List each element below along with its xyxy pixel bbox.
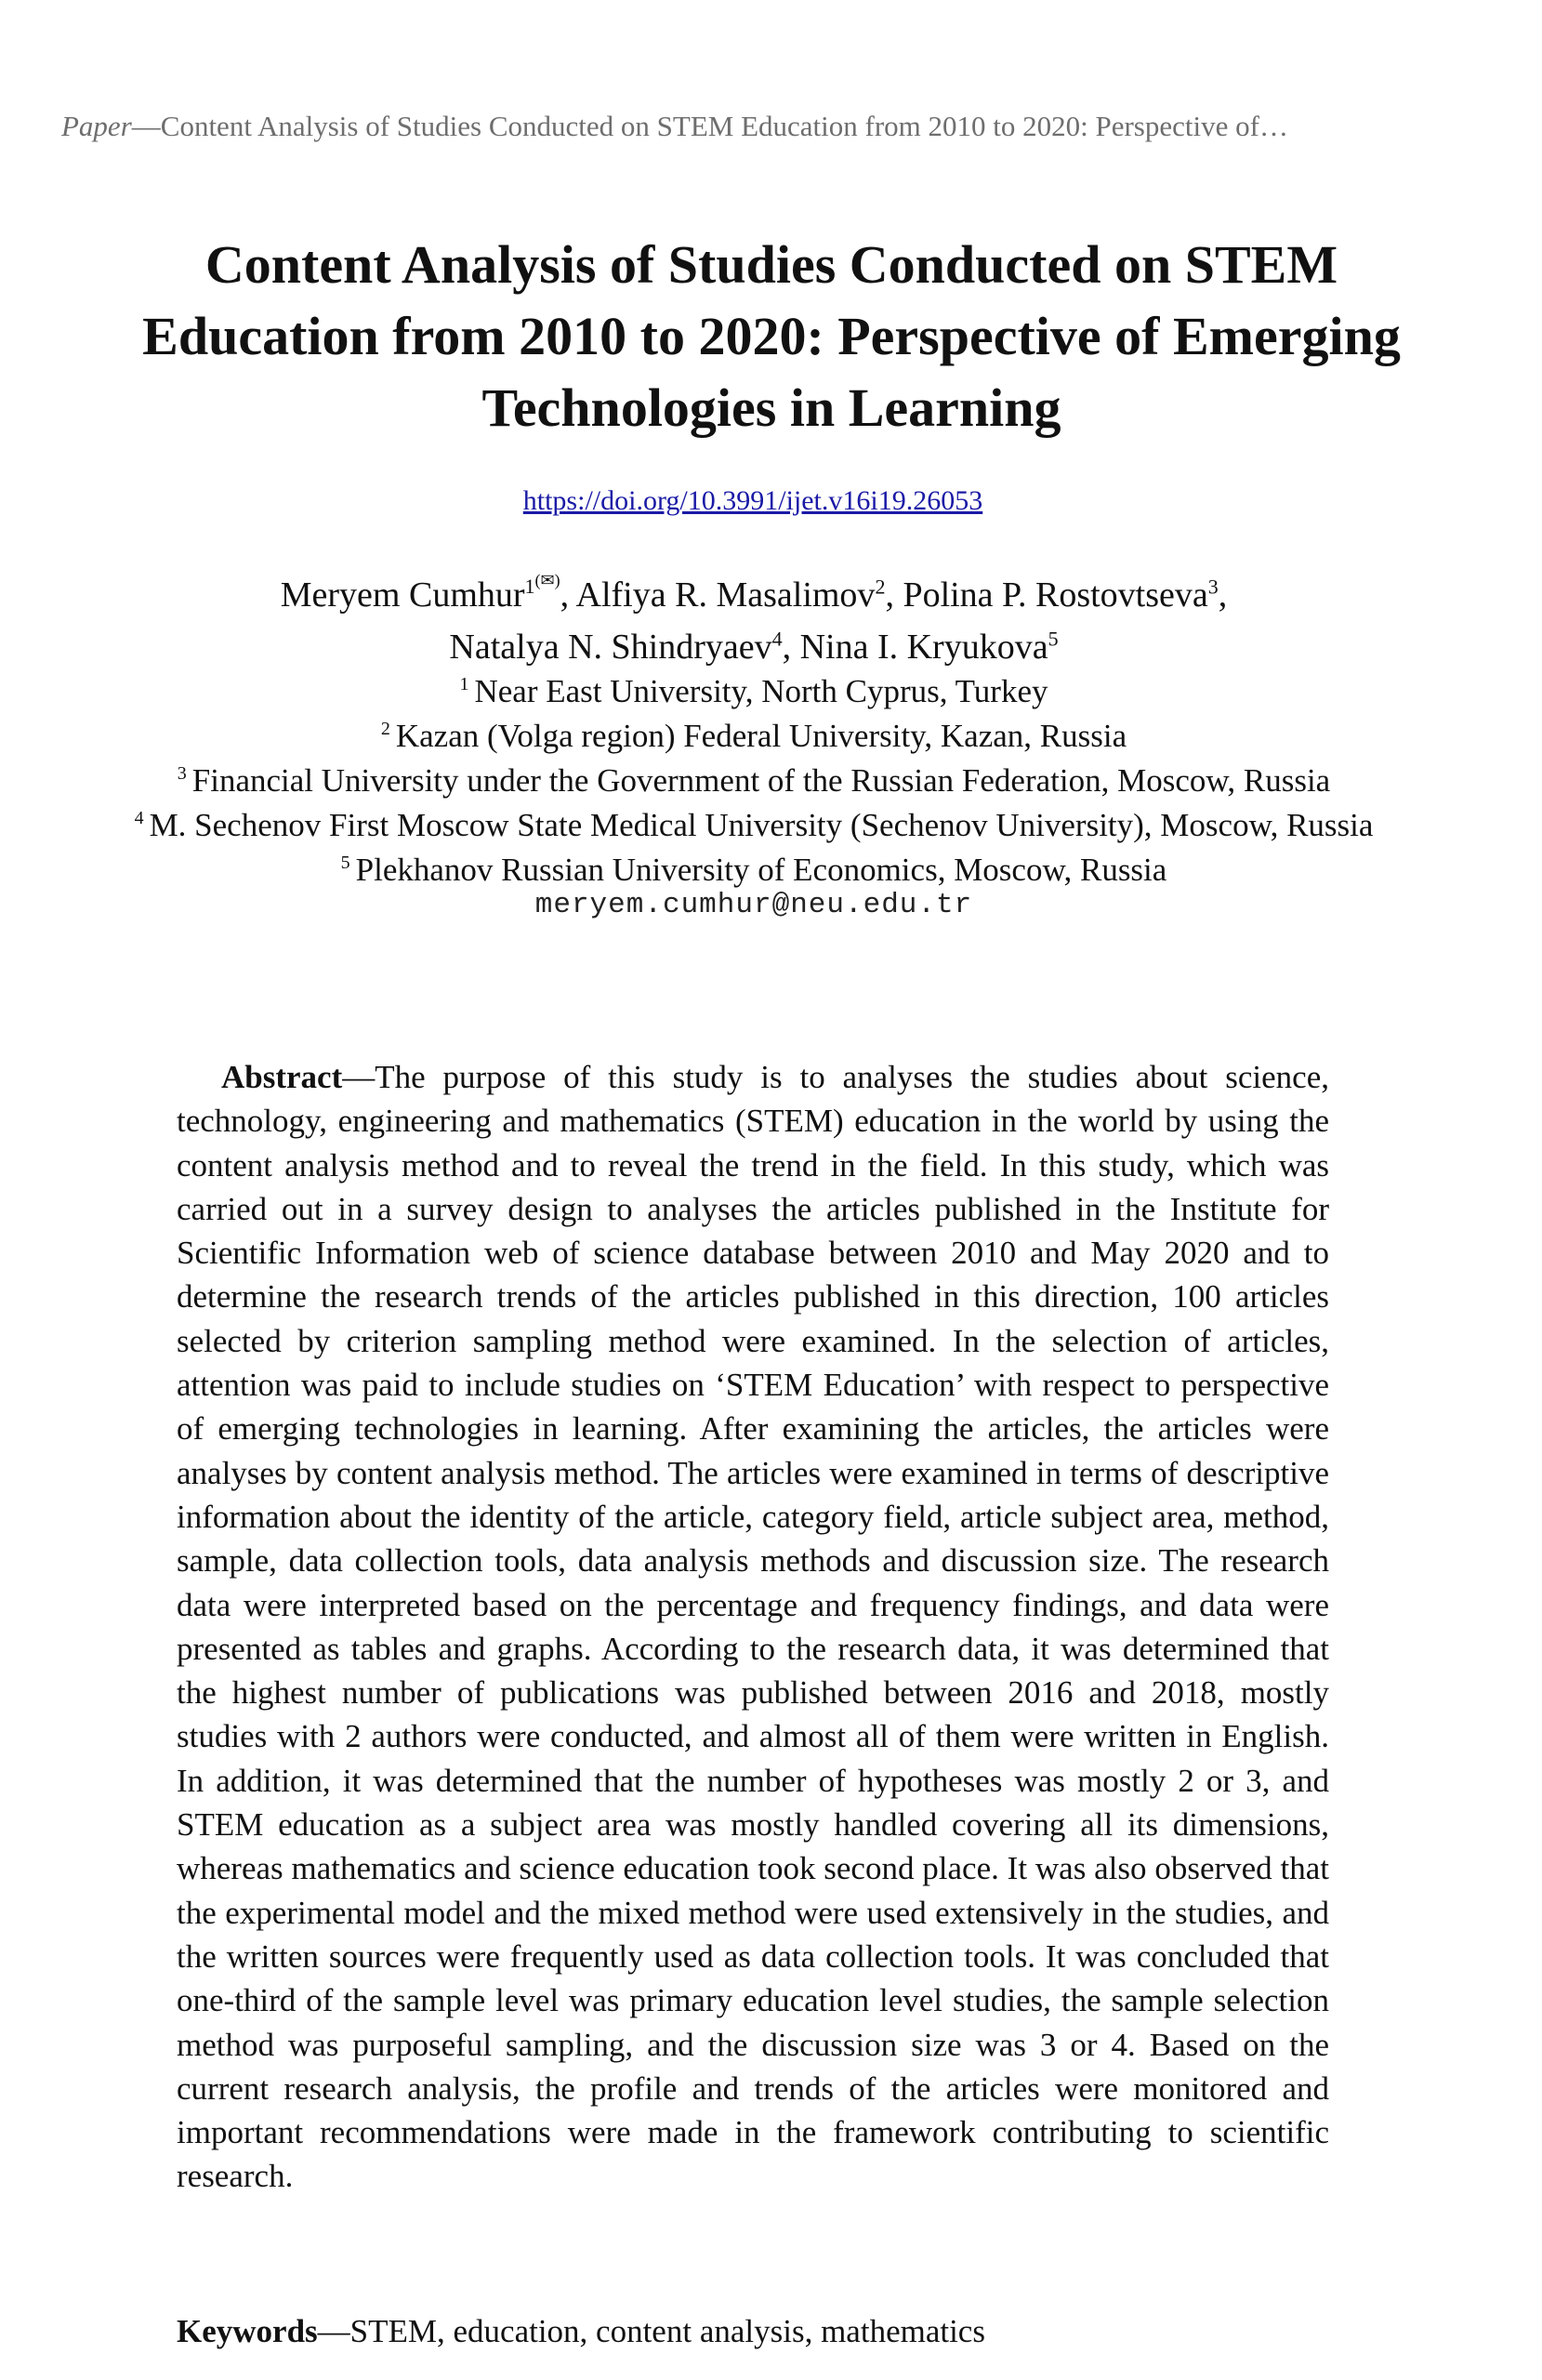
author-affiliation-mark: 3	[1207, 575, 1219, 599]
affiliation-item	[0, 759, 1508, 803]
paper-title-line-3: Technologies in Learning	[481, 377, 1061, 438]
author-affiliation-mark: 4	[771, 627, 783, 651]
abstract	[177, 1055, 1329, 2199]
paper-title-line-1: Content Analysis of Studies Conducted on STEM	[204, 234, 1338, 295]
paper-title	[56, 229, 1487, 443]
author-name: Polina P. Rostovtseva	[903, 575, 1208, 615]
running-header-text: —Content Analysis of Studies Conducted on STEM Education from 2010 to 2020: Perspective of…	[131, 110, 1288, 142]
author-line-2: Natalya N. Shindryaev$^4$, Nina I. Kryukova$^5$	[449, 627, 1059, 667]
doi-link[interactable]: https://doi.org/10.3991/ijet.v16i19.26053	[522, 485, 983, 516]
affiliation-list	[0, 669, 1508, 892]
affiliation-text: Financial University under the Government of the Russian Federation, Moscow, Russia	[191, 762, 1331, 799]
affiliation-number: 5	[340, 853, 350, 874]
affiliation-number: 2	[380, 719, 390, 740]
affiliation-item	[0, 714, 1508, 759]
affiliation-number: 3	[177, 763, 187, 785]
affiliation-item	[0, 669, 1508, 714]
author-name: Nina I. Kryukova	[799, 628, 1048, 667]
running-header-label: Paper	[61, 110, 132, 142]
abstract-text: —The purpose of this study is to analyses the studies about science, technology, engineering and mathematics (STEM) education in the world by using the content analysis method and to reveal the trend in the field. In this study, which was carried out in a survey design to analyses the articles published in the Institute for Scientific Information web of science database between 2010 and May 2020 and to determine the research trends of the articles published in this direction, 100 articles selected by criterion sampling method were examined. In the selection of articles, attention was paid to include studies on ‘STEM Education’ with respect to perspective of emerging technologies in learning. After examining the articles, the articles were analyses by content analysis method. The articles were examined in terms of descriptive information about the identity of the article, category field, article subject area, method, sample, data collection tools, data analysis methods and discussion size. The research data were interpreted based on the percentage and frequency findings, and data were presented as tables and graphs. According to the research data, it was determined that the highest number of publications was published between 2016 and 2018, mostly studies with 2 authors were conducted, and almost all of them were written in English. In addition, it was determined that the number of hypotheses was mostly 2 or 3, and STEM education as a subject area was mostly handled covering all its dimensions, whereas mathematics and science education took second place. It was also observed that the experimental model and the mixed method were used extensively in the studies, and the written sources were frequently used as data collection tools. It was concluded that one-third of the sample level was primary education level studies, the sample selection method was purposeful sampling, and the discussion size was 3 or 4. Based on the current research analysis, the profile and trends of the articles were monitored and important recommendations were made in the framework contributing to scientific research.	[177, 1059, 1329, 2195]
keywords-label: Keywords	[177, 2313, 318, 2349]
abstract-label: Abstract	[221, 1059, 343, 1095]
running-header	[61, 110, 1483, 143]
paper-title-line-2: Education from 2010 to 2020: Perspective of Emerging	[142, 306, 1401, 366]
affiliation-number: 1	[459, 674, 469, 695]
keywords-text: —STEM, education, content analysis, mathematics	[317, 2313, 985, 2349]
author-name: Natalya N. Shindryaev	[449, 628, 772, 667]
author-name: Alfiya R. Masalimov	[575, 575, 876, 615]
keywords	[177, 2313, 1329, 2350]
affiliation-number: 4	[134, 808, 144, 829]
contact-email[interactable]: meryem.cumhur@neu.edu.tr	[534, 889, 973, 921]
affiliation-text: Kazan (Volga region) Federal University, Kazan, Russia	[395, 718, 1127, 754]
affiliation-item	[0, 803, 1508, 848]
affiliation-text: M. Sechenov First Moscow State Medical University (Sechenov University), Moscow, Russia	[149, 807, 1374, 843]
author-line-1: Meryem Cumhur$^{1(✉)}$, Alfiya R. Masalimov$^2$, Polina P. Rostovtseva$^3$,	[280, 571, 1228, 615]
author-affiliation-mark: 2	[875, 575, 886, 599]
affiliation-text: Plekhanov Russian University of Economics, Moscow, Russia	[355, 852, 1167, 888]
author-list	[0, 569, 1508, 673]
affiliation-item	[0, 848, 1508, 892]
author-name: Meryem Cumhur	[280, 575, 525, 615]
author-affiliation-mark: 5	[1048, 627, 1059, 651]
author-affiliation-mark: 1	[524, 575, 535, 599]
affiliation-text: Near East University, North Cyprus, Turkey	[474, 673, 1048, 709]
doi	[0, 485, 1506, 517]
